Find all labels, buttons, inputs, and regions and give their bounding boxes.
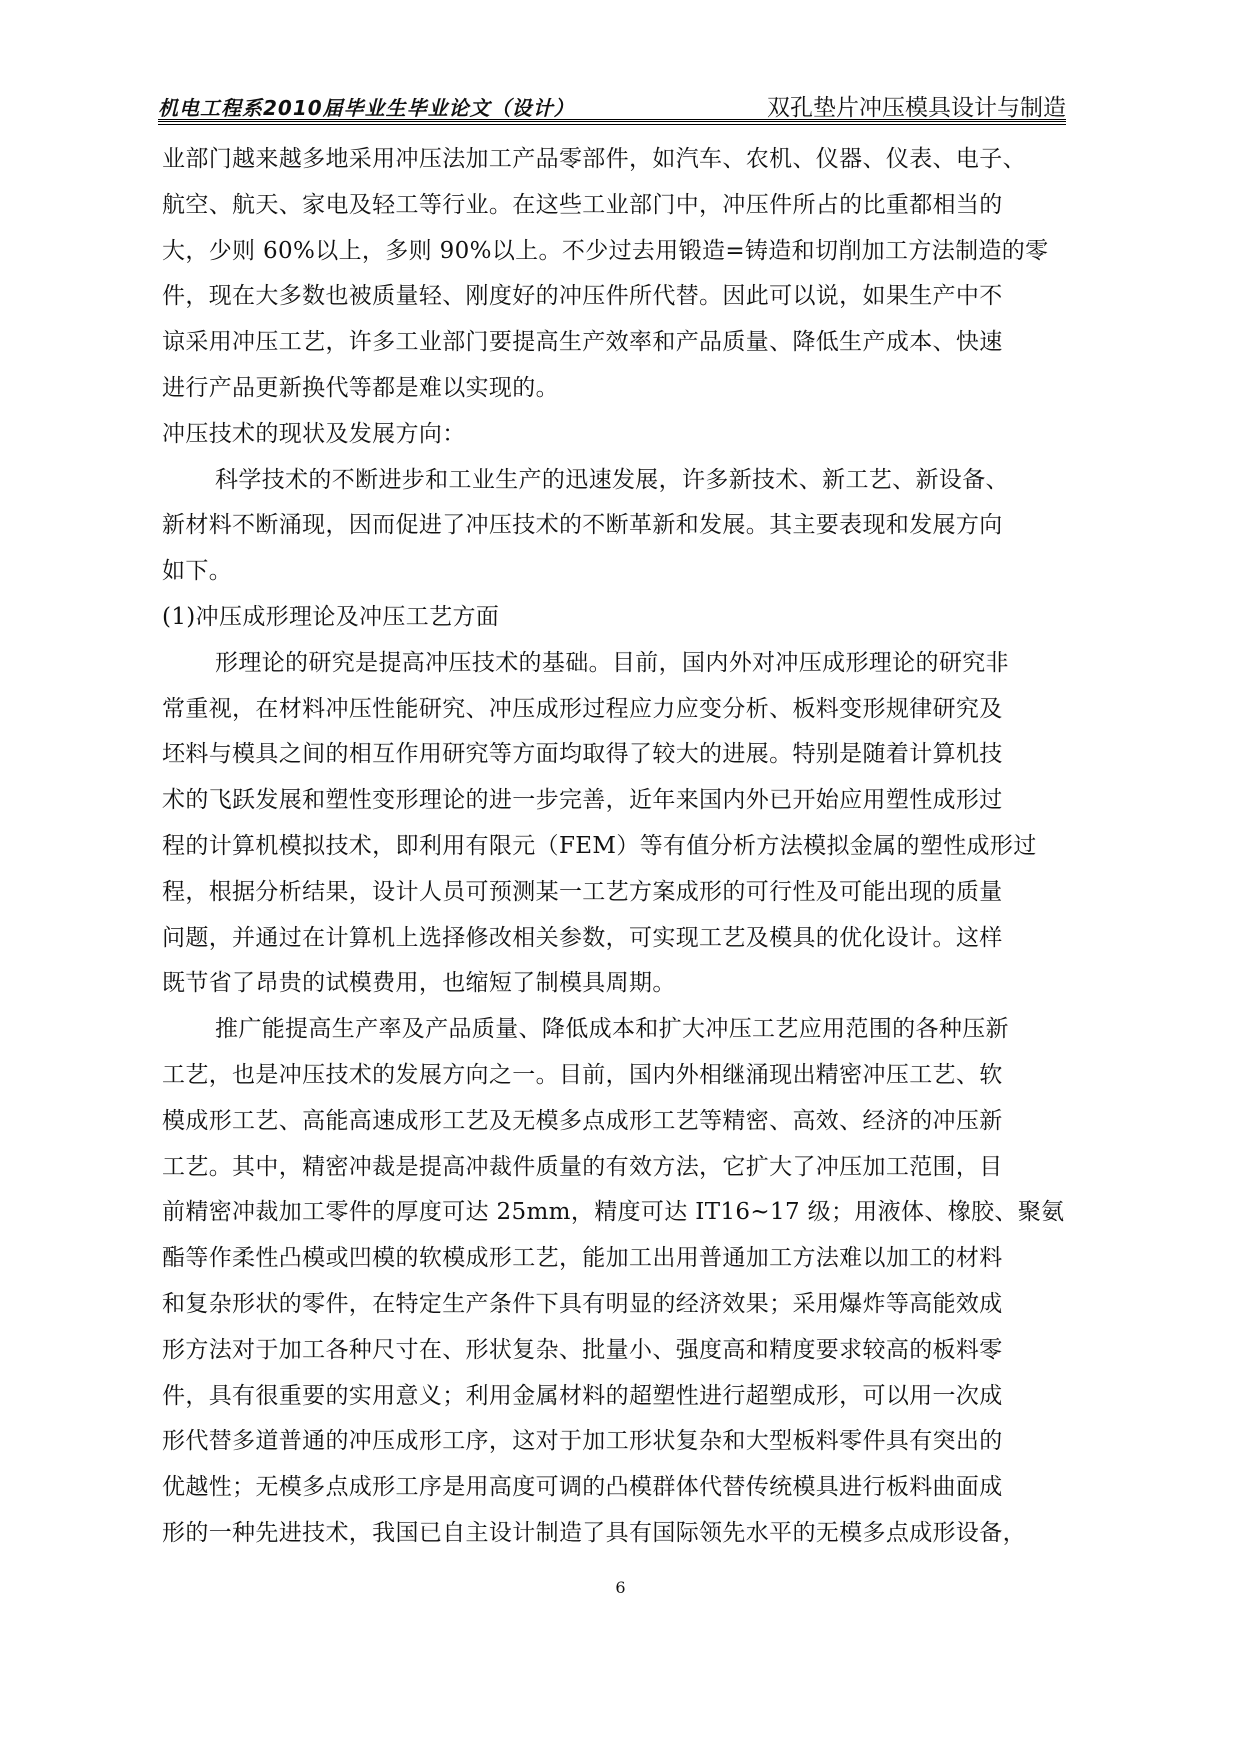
body-text: [162, 137, 1072, 1557]
text-line: 工艺，也是冲压技术的发展方向之一。目前，国内外相继涌现出精密冲压工艺、软: [162, 1061, 1003, 1088]
text-line: 术的飞跃发展和塑性变形理论的进一步完善，近年来国内外已开始应用塑性成形过: [162, 787, 1003, 814]
text-line: 程的计算机模拟技术，即利用有限元（FEM）等有值分析方法模拟金属的塑性成形过: [162, 832, 1037, 859]
text-line: 谅采用冲压工艺，许多工业部门要提高生产效率和产品质量、降低生产成本、快速: [162, 329, 1003, 356]
paragraph-first-line: 科学技术的不断进步和工业生产的迅速发展，许多新技术、新工艺、新设备、: [215, 466, 1009, 493]
subsection-heading: (1)冲压成形理论及冲压工艺方面: [162, 603, 500, 630]
text-line: 航空、航天、家电及轻工等行业。在这些工业部门中，冲压件所占的比重都相当的: [162, 191, 1003, 218]
text-line: 既节省了昂贵的试模费用，也缩短了制模具周期。: [162, 970, 676, 997]
text-line: 坯料与模具之间的相互作用研究等方面均取得了较大的进展。特别是随着计算机技: [162, 741, 1003, 768]
header-thesis-title: 机电工程系2010届毕业生毕业论文（设计）: [158, 96, 575, 120]
text-line: 大，少则 60%以上，多则 90%以上。不少过去用锻造=铸造和切削加工方法制造的零: [162, 237, 1049, 264]
header-divider: [158, 119, 1066, 125]
text-line: 模成形工艺、高能高速成形工艺及无模多点成形工艺等精密、高效、经济的冲压新: [162, 1107, 1003, 1134]
running-header: [158, 86, 1066, 122]
text-line: 件，具有很重要的实用意义；利用金属材料的超塑性进行超塑成形，可以用一次成: [162, 1382, 1003, 1409]
text-line: 和复杂形状的零件，在特定生产条件下具有明显的经济效果；采用爆炸等高能效成: [162, 1290, 1003, 1317]
text-line: 如下。: [162, 558, 233, 585]
text-line: 前精密冲裁加工零件的厚度可达 25mm，精度可达 IT16~17 级；用液体、橡胶、聚氨: [162, 1199, 1065, 1226]
paragraph-first-line: 形理论的研究是提高冲压技术的基础。目前，国内外对冲压成形理论的研究非: [215, 649, 1009, 676]
page-number: 6: [615, 1578, 626, 1597]
paragraph-first-line: 推广能提高生产率及产品质量、降低成本和扩大冲压工艺应用范围的各种压新: [215, 1016, 1009, 1043]
text-line: 形方法对于加工各种尺寸在、形状复杂、批量小、强度高和精度要求较高的板料零: [162, 1336, 1003, 1363]
section-heading: 冲压技术的现状及发展方向：: [162, 420, 466, 447]
text-line: 工艺。其中，精密冲裁是提高冲裁件质量的有效方法，它扩大了冲压加工范围，目: [162, 1153, 1003, 1180]
header-topic-title: 双孔垫片冲压模具设计与制造: [767, 95, 1066, 121]
text-line: 酯等作柔性凸模或凹模的软模成形工艺，能加工出用普通加工方法难以加工的材料: [162, 1245, 1003, 1272]
text-line: 进行产品更新换代等都是难以实现的。: [162, 374, 559, 401]
text-line: 形代替多道普通的冲压成形工序，这对于加工形状复杂和大型板料零件具有突出的: [162, 1428, 1003, 1455]
text-line: 问题，并通过在计算机上选择修改相关参数，可实现工艺及模具的优化设计。这样: [162, 924, 1003, 951]
text-line: 新材料不断涌现，因而促进了冲压技术的不断革新和发展。其主要表现和发展方向: [162, 512, 1003, 539]
text-line: 常重视，在材料冲压性能研究、冲压成形过程应力应变分析、板料变形规律研究及: [162, 695, 1003, 722]
text-line: 业部门越来越多地采用冲压法加工产品零部件，如汽车、农机、仪器、仪表、电子、: [162, 146, 1026, 172]
text-line: 形的一种先进技术，我国已自主设计制造了具有国际领先水平的无模多点成形设备，: [162, 1519, 1026, 1546]
text-line: 优越性；无模多点成形工序是用高度可调的凸模群体代替传统模具进行板料曲面成: [162, 1474, 1003, 1501]
text-line: 件，现在大多数也被质量轻、刚度好的冲压件所代替。因此可以说，如果生产中不: [162, 283, 1003, 310]
text-line: 程，根据分析结果，设计人员可预测某一工艺方案成形的可行性及可能出现的质量: [162, 878, 1003, 905]
